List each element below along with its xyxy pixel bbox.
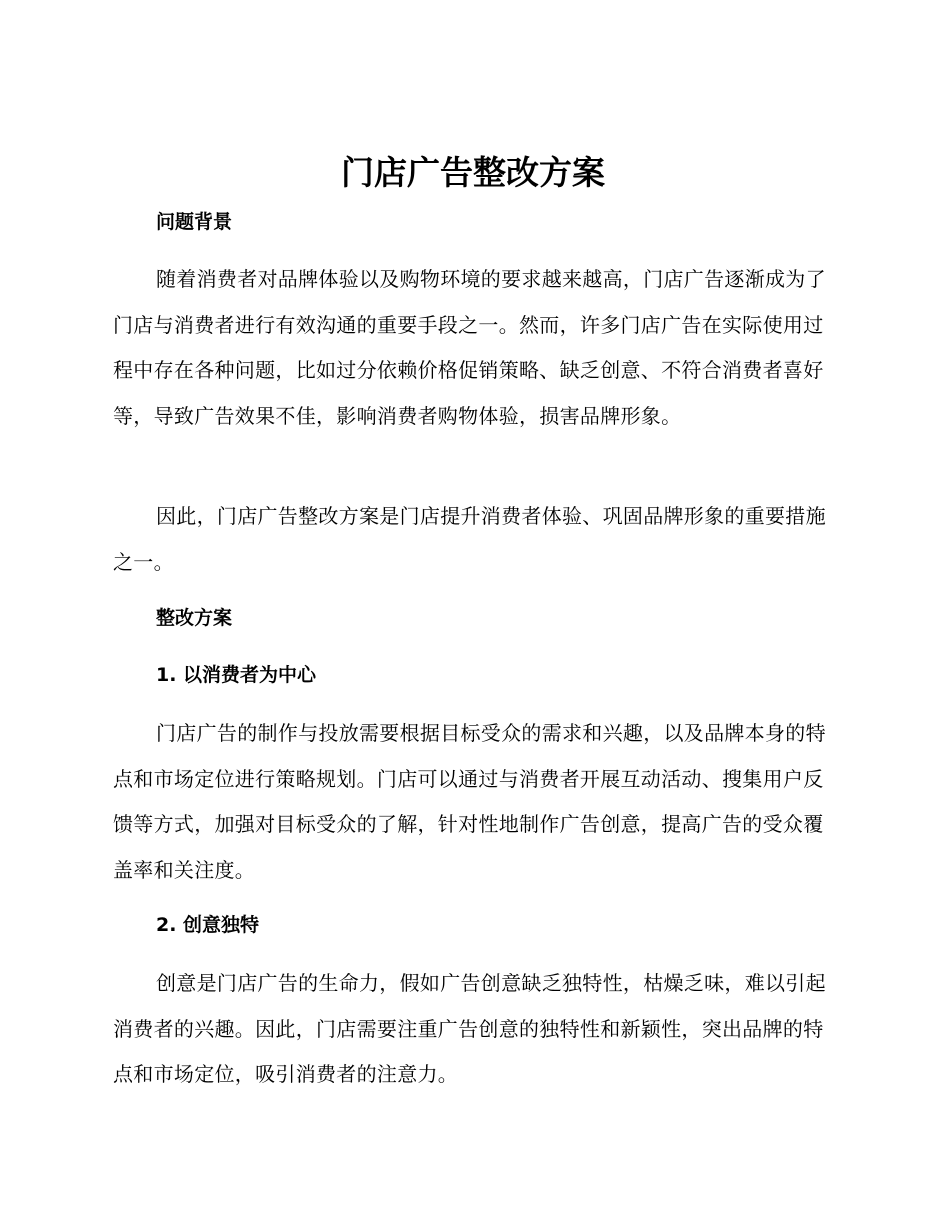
subheading-consumer-centered: 1. 以消费者为中心 <box>156 664 317 686</box>
paragraph-background-2: 因此，门店广告整改方案是门店提升消费者体验、巩固品牌形象的重要措施之一。 <box>113 504 826 574</box>
paragraph-consumer-centered: 门店广告的制作与投放需要根据目标受众的需求和兴趣，以及品牌本身的特点和市场定位进行策略规划。门店可以通过与消费者开展互动活动、搜集用户反馈等方式，加强对目标受众的了解，针对性地制作广告创意，提高广告的受众覆盖率和关注度。 <box>113 721 826 882</box>
subheading-unique-creativity: 2. 创意独特 <box>156 914 260 936</box>
document-title: 门店广告整改方案 <box>341 153 605 192</box>
paragraph-background-1: 随着消费者对品牌体验以及购物环境的要求越来越高，门店广告逐渐成为了门店与消费者进行有效沟通的重要手段之一。然而，许多门店广告在实际使用过程中存在各种问题，比如过分依赖价格促销策略、缺乏创意、不符合消费者喜好等，导致广告效果不佳，影响消费者购物体验，损害品牌形象。 <box>113 267 826 428</box>
section-heading-plan: 整改方案 <box>156 607 233 629</box>
paragraph-unique-creativity: 创意是门店广告的生命力，假如广告创意缺乏独特性，枯燥乏味，难以引起消费者的兴趣。因此，门店需要注重广告创意的独特性和新颖性，突出品牌的特点和市场定位，吸引消费者的注意力。 <box>113 971 826 1086</box>
section-heading-background: 问题背景 <box>156 211 233 233</box>
